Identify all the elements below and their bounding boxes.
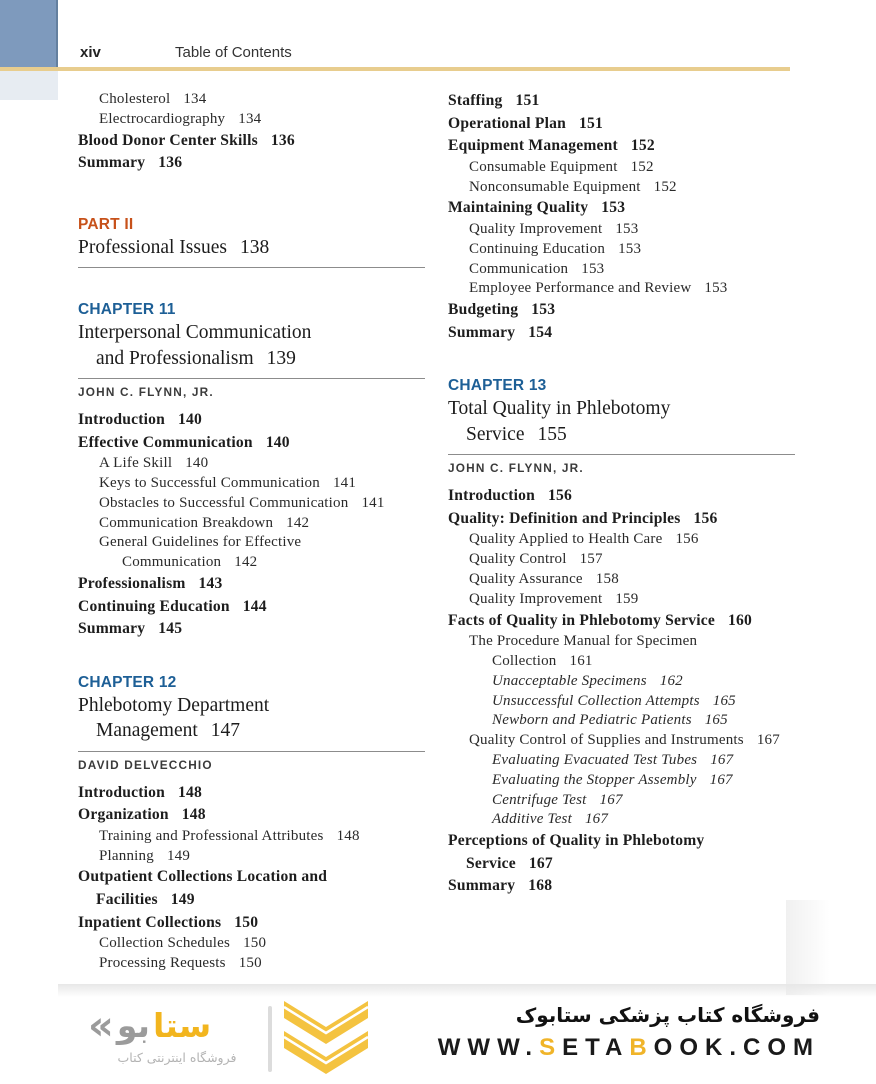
page-ref: 165 [704, 712, 728, 729]
toc-item-text: Communication [122, 554, 222, 571]
toc-item-text: Consumable Equipment [469, 158, 618, 175]
page-edge-shadow [58, 984, 876, 997]
toc-item-text: Nonconsumable Equipment [469, 178, 641, 195]
page-ref: 140 [185, 455, 209, 472]
title-rule [448, 454, 795, 455]
author-name [78, 384, 434, 400]
toc-entry [448, 830, 828, 853]
page-ref: 153 [531, 301, 556, 319]
toc-entry [78, 889, 434, 912]
scan-shadow [786, 900, 830, 995]
page-ref: 167 [599, 791, 623, 808]
header-rule [0, 67, 790, 71]
author-name [448, 460, 828, 476]
toc-item-text: A Life Skill [99, 455, 173, 472]
running-header-title: Table of Contents [175, 44, 292, 61]
toc-item-text: Unsuccessful Collection Attempts [492, 692, 700, 709]
toc-item-text: Quality Control [469, 551, 567, 568]
page-ref: 141 [361, 494, 385, 511]
corner-block-blue [0, 0, 58, 67]
page-ref: 149 [170, 890, 195, 908]
toc-item-text: JOHN C. FLYNN, JR. [78, 385, 214, 399]
toc-entry [448, 610, 828, 633]
toc-entry [448, 299, 828, 322]
page-ref: 138 [239, 236, 270, 258]
toc-item-text: Summary [448, 323, 516, 341]
toc-item-text: Electrocardiography [99, 110, 226, 127]
page-ref: 134 [238, 110, 262, 127]
toc-entry [78, 596, 434, 619]
toc-entry [78, 533, 434, 553]
page-ref: 139 [266, 347, 296, 369]
toc-item-text: Communication Breakdown [99, 514, 274, 531]
toc-entry [448, 279, 828, 299]
website-url [438, 1034, 820, 1062]
toc-item-text: Quality Improvement [469, 590, 603, 607]
chapter-title [78, 693, 434, 718]
page-ref: 152 [630, 137, 655, 155]
folio-page-number: xiv [80, 44, 101, 61]
toc-column-right [448, 90, 828, 898]
toc-item-text: Keys to Successful Communication [99, 474, 320, 491]
page-ref: 153 [581, 260, 605, 277]
title-rule [78, 378, 425, 379]
toc-item-text: Maintaining Quality [448, 199, 589, 217]
toc-entry [448, 751, 828, 771]
page-ref: 136 [270, 131, 295, 149]
toc-entry [448, 731, 828, 751]
page-ref: 167 [584, 811, 609, 828]
toc-entry [78, 912, 434, 935]
page-ref: 141 [332, 474, 357, 491]
toc-entry [78, 90, 434, 110]
page-ref: 155 [537, 423, 567, 445]
toc-entry [78, 618, 434, 641]
page-ref: 134 [183, 91, 207, 107]
toc-item-text: Continuing Education [469, 240, 606, 257]
page-ref: 150 [238, 954, 262, 971]
url-text: WWW. [437, 1034, 540, 1061]
toc-item-text: Staffing [448, 92, 503, 109]
toc-entry [448, 810, 828, 830]
toc-entry [78, 573, 434, 596]
page-ref: 140 [178, 411, 203, 428]
toc-item-text: Phlebotomy Department [78, 694, 270, 716]
toc-entry [448, 875, 828, 898]
url-text: OOK.COM [653, 1034, 820, 1061]
toc-item-text: Summary [448, 877, 516, 895]
toc-item-text: Introduction [78, 411, 166, 428]
toc-item-text: Professionalism [78, 574, 186, 592]
toc-item-text: Budgeting [448, 301, 519, 319]
setabook-wordmark [88, 1003, 266, 1049]
toc-entry [448, 530, 828, 550]
footer-text-block [438, 1003, 820, 1062]
page-ref: 136 [158, 154, 183, 172]
toc-item-text: PART II [78, 215, 134, 233]
bookstore-footer [0, 997, 876, 1080]
chapter-title [78, 235, 434, 260]
chapter-label [448, 376, 828, 396]
page-ref: 145 [158, 620, 183, 638]
toc-entry [78, 474, 434, 494]
logo-divider [268, 1006, 272, 1072]
toc-item-text: Introduction [448, 487, 536, 505]
toc-entry [78, 152, 434, 175]
toc-item-text: Planning [99, 847, 154, 864]
wordmark-yellow-part: ستا [152, 1006, 212, 1045]
page-ref: 147 [210, 720, 241, 742]
part-label [78, 215, 434, 235]
chapter-label [78, 673, 434, 693]
toc-item-text: Quality: Definition and Principles [448, 509, 681, 527]
store-name-persian: فروشگاه کتاب پزشکی ستابوک [515, 1003, 820, 1027]
toc-entry [448, 550, 828, 570]
toc-entry [78, 866, 434, 889]
page-ref: 157 [579, 551, 603, 568]
page-ref: 167 [709, 771, 733, 788]
title-rule [78, 267, 425, 268]
toc-entry [448, 90, 828, 113]
chapter-title [78, 320, 434, 345]
page-ref: 161 [569, 652, 593, 669]
page-ref: 160 [728, 611, 753, 629]
url-gold-letter: S [539, 1034, 563, 1061]
wordmark-gray-part: بو [116, 1006, 150, 1045]
toc-item-text: Quality Control of Supplies and Instruments [469, 732, 744, 749]
page-ref: 149 [166, 847, 191, 864]
page-ref: 159 [615, 590, 639, 607]
page-ref: 152 [653, 178, 677, 195]
toc-entry [78, 110, 434, 130]
corner-block-light [0, 71, 58, 100]
page-ref: 168 [528, 877, 553, 895]
page-ref: 156 [675, 531, 699, 548]
page-ref: 151 [579, 114, 603, 132]
setabook-logo [88, 1003, 266, 1065]
logo-chevron-icon: « [88, 1003, 114, 1049]
toc-item-text: Collection [492, 652, 557, 669]
page-ref: 148 [181, 806, 206, 824]
toc-item-text: Obstacles to Successful Communication [99, 494, 349, 511]
page-ref: 158 [595, 570, 619, 587]
toc-entry [78, 494, 434, 514]
chapter-title [78, 346, 434, 371]
toc-entry [448, 672, 828, 692]
toc-entry [448, 508, 828, 531]
toc-entry [448, 485, 828, 508]
toc-entry [78, 454, 434, 474]
toc-entry [448, 135, 828, 158]
toc-entry [78, 827, 434, 847]
toc-entry [448, 771, 828, 791]
toc-item-text: DAVID DELVECCHIO [78, 757, 213, 772]
page-ref: 153 [704, 280, 728, 297]
page-ref: 167 [756, 732, 780, 749]
toc-entry [448, 791, 828, 811]
page-ref: 167 [710, 751, 734, 768]
toc-item-text: JOHN C. FLYNN, JR. [448, 461, 584, 476]
page-ref: 153 [618, 240, 642, 257]
toc-item-text: Employee Performance and Review [469, 280, 692, 297]
page-ref: 148 [178, 783, 203, 801]
toc-item-text: Inpatient Collections [78, 913, 222, 931]
page-ref: 151 [515, 92, 540, 109]
toc-entry [78, 782, 434, 805]
toc-entry [448, 322, 828, 345]
toc-entry [448, 853, 828, 876]
toc-item-text: Total Quality in Phlebotomy [448, 398, 671, 420]
toc-item-text: Effective Communication [78, 433, 253, 451]
toc-item-text: Quality Assurance [469, 570, 583, 587]
toc-item-text: General Guidelines for Effective [99, 534, 302, 551]
toc-entry [448, 158, 828, 178]
toc-entry [78, 514, 434, 534]
toc-item-text: Introduction [78, 783, 166, 801]
toc-item-text: Processing Requests [99, 954, 226, 971]
page-ref: 144 [242, 597, 267, 615]
toc-item-text: Quality Improvement [469, 220, 603, 237]
double-chevron-icon [284, 1001, 368, 1084]
toc-item-text: Continuing Education [78, 597, 230, 615]
page-ref: 148 [336, 827, 360, 844]
toc-entry [448, 113, 828, 136]
toc-item-text: Summary [78, 620, 146, 638]
toc-entry [78, 847, 434, 867]
toc-entry [448, 197, 828, 220]
toc-entry [448, 711, 828, 731]
toc-entry [448, 178, 828, 198]
toc-item-text: Unacceptable Specimens [492, 672, 647, 689]
toc-entry [448, 260, 828, 280]
toc-item-text: Outpatient Collections Location and [78, 868, 328, 886]
url-gold-letter: B [629, 1034, 654, 1061]
toc-entry [448, 632, 828, 652]
toc-item-text: Equipment Management [448, 137, 618, 155]
toc-entry [448, 570, 828, 590]
toc-entry [78, 432, 434, 455]
toc-entry [78, 934, 434, 954]
toc-item-text: Newborn and Pediatric Patients [492, 712, 692, 729]
toc-item-text: Collection Schedules [99, 935, 231, 952]
toc-item-text: Additive Test [492, 811, 572, 828]
chapter-title [78, 718, 434, 743]
page-ref: 153 [601, 199, 626, 217]
toc-item-text: Evaluating the Stopper Assembly [492, 771, 697, 788]
toc-item-text: Interpersonal Communication [78, 322, 312, 344]
toc-entry [78, 130, 434, 153]
page-ref: 142 [286, 514, 310, 531]
toc-item-text: Facts of Quality in Phlebotomy Service [448, 611, 716, 629]
toc-item-text: Evaluating Evacuated Test Tubes [492, 751, 698, 768]
toc-entry [78, 553, 434, 573]
toc-item-text: Blood Donor Center Skills [78, 131, 258, 149]
toc-item-text: Summary [78, 154, 146, 172]
toc-item-text: The Procedure Manual for Specimen [469, 633, 698, 650]
toc-item-text: CHAPTER 11 [78, 301, 176, 319]
author-name [78, 757, 434, 773]
page-ref: 150 [234, 913, 259, 931]
page-ref: 156 [693, 509, 718, 527]
chapter-label [78, 300, 434, 320]
toc-column-left [78, 90, 434, 974]
toc-entry [78, 954, 434, 974]
toc-item-text: Facilities [96, 890, 158, 908]
toc-item-text: Training and Professional Attributes [99, 827, 324, 844]
toc-item-text: Management [96, 720, 198, 742]
toc-item-text: Communication [469, 260, 569, 277]
page-ref: 162 [659, 672, 683, 689]
toc-item-text: CHAPTER 12 [78, 673, 177, 691]
toc-entry [448, 652, 828, 672]
logo-caption: فروشگاه اینترنتی کتاب [117, 1050, 237, 1065]
toc-item-text: CHAPTER 13 [448, 377, 547, 395]
toc-item-text: Quality Applied to Health Care [469, 531, 663, 548]
toc-item-text: Perceptions of Quality in Phlebotomy [448, 832, 705, 850]
toc-entry [448, 220, 828, 240]
page-ref: 150 [243, 935, 267, 952]
toc-item-text: Centrifuge Test [492, 791, 587, 808]
toc-item-text: and Professionalism [96, 347, 254, 369]
toc-entry [448, 240, 828, 260]
page-ref: 140 [265, 433, 290, 451]
url-text: ETA [562, 1034, 630, 1061]
page-ref: 142 [234, 554, 258, 571]
page-ref: 167 [528, 854, 553, 872]
toc-item-text: Operational Plan [448, 114, 566, 132]
page-ref: 153 [615, 220, 639, 237]
page-ref: 156 [548, 487, 573, 505]
page-ref: 143 [198, 574, 223, 592]
chapter-title [448, 422, 828, 447]
toc-item-text: Professional Issues [78, 236, 227, 258]
page-ref: 154 [528, 323, 553, 341]
page-ref: 165 [712, 692, 736, 709]
toc-entry [78, 804, 434, 827]
toc-entry [448, 692, 828, 712]
toc-entry [78, 409, 434, 432]
chapter-title [448, 396, 828, 421]
toc-item-text: Organization [78, 806, 169, 824]
toc-entry [448, 590, 828, 610]
toc-item-text: Service [466, 854, 516, 872]
toc-item-text: Service [466, 423, 525, 445]
title-rule [78, 751, 425, 752]
toc-item-text: Cholesterol [99, 91, 171, 107]
page-ref: 152 [630, 158, 654, 175]
